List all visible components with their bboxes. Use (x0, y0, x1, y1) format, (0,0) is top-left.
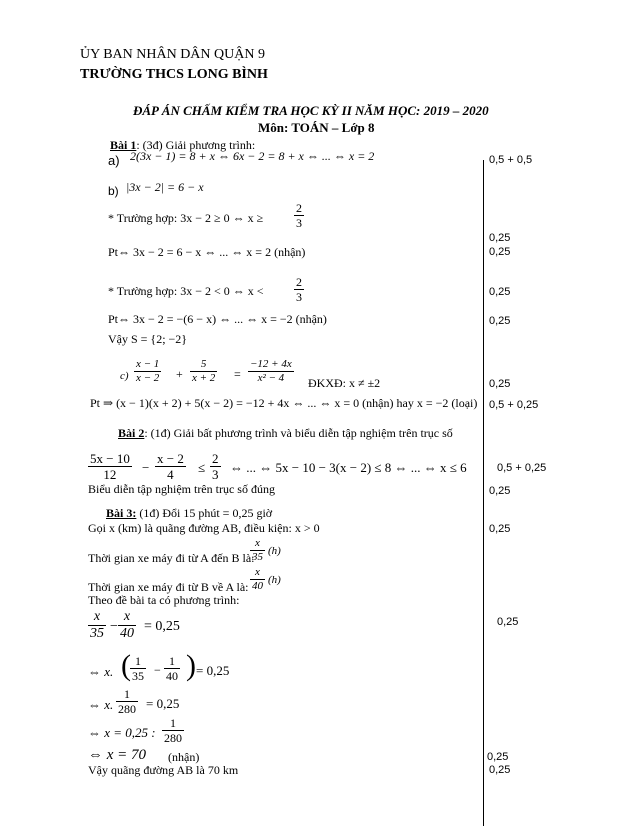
bai1-a-label: a) (108, 153, 120, 168)
score-column-divider (483, 160, 484, 826)
bai1-case2-text: * Trường hợp: 3x − 2 < 0 ⇔ x < (108, 284, 264, 298)
bai3-eq2-minus: − (154, 663, 161, 677)
bai1-case2-pt-score: 0,25 (489, 315, 511, 327)
bai3-eq1-fraction2 (118, 610, 136, 641)
bai1-case1-pt: Pt⇔ 3x − 2 = 6 − x ⇔ ... ⇔ x = 2 (nhận) (108, 245, 306, 259)
bai1-case1-den: 3 (296, 216, 302, 230)
bai2-bieu-dien: Biểu diễn tập nghiệm trên trục số đúng (88, 482, 275, 496)
bai3-conclusion-score: 0,25 (489, 764, 511, 776)
bai3-eq1-fraction1 (88, 610, 106, 641)
bai3-eq1-d2: 40 (120, 626, 134, 641)
bai3-goi-score: 0,25 (489, 523, 511, 535)
bai3-eq2-pre: ⇔ x. (88, 664, 114, 679)
bai3-eq4-n: 1 (162, 717, 184, 731)
bai1-c-f3-num: −12 + 4x (250, 358, 292, 370)
bai3-eq2-fraction1 (130, 655, 146, 682)
bai1-c-fraction2 (190, 359, 217, 384)
bai3-eq1-n2: x (118, 610, 136, 626)
bai1-conclusion: Vậy S = {2; −2} (108, 332, 188, 346)
bai1-case1-pt-score: 0,25 (489, 246, 511, 258)
bai3-eq3-fraction (116, 688, 138, 715)
bai1-case1-score: 0,25 (489, 232, 511, 244)
bai3-eq4-d: 280 (164, 731, 182, 745)
bai1-c-fraction1 (134, 359, 161, 384)
bai3-eq2-open-paren: ( (121, 649, 131, 682)
bai3-eq2-fraction2 (164, 655, 180, 682)
bai3-conclusion: Vậy quãng đường AB là 70 km (88, 763, 239, 777)
bai3-t1-unit: (h) (268, 545, 281, 557)
bai2-f2-num: x − 2 (157, 451, 184, 466)
bai3-eq2-n1: 1 (130, 655, 146, 669)
bai2-minus: − (142, 460, 150, 475)
bai3-intro: (1đ) Đổi 15 phút = 0,25 giờ (136, 506, 273, 520)
bai3-eq2-rhs: = 0,25 (196, 663, 230, 678)
bai1-b-label: b) (108, 184, 119, 198)
bai1-a-score: 0,5 + 0,5 (489, 154, 533, 166)
bai1-c-dkxd-score: 0,25 (489, 378, 511, 390)
bai2-fraction2 (155, 452, 186, 481)
bai1-c-f3-den: x² − 4 (257, 372, 285, 384)
bai2-heading (118, 427, 453, 439)
bai1-case1-text: * Trường hợp: 3x − 2 ≥ 0 ⇔ x ≥ (108, 211, 264, 225)
bai3-eq3-d: 280 (118, 702, 136, 716)
bai1-case2-pt: Pt⇔ 3x − 2 = −(6 − x) ⇔ ... ⇔ x = −2 (nhận) (108, 312, 327, 326)
bai3-eq3-pre: ⇔ x. (88, 697, 114, 712)
bai2-f3-den: 3 (212, 467, 219, 482)
bai1-b-equation: |3x − 2| = 6 − x (126, 180, 204, 194)
bai3-eq5-score: 0,25 (487, 751, 509, 763)
bai3-theo-de: Theo đề bài ta có phương trình: (88, 593, 240, 607)
bai3-t1-fraction (250, 538, 265, 563)
bai3-eq5: ⇔ x = 70 (88, 747, 147, 763)
bai1-case2-den: 3 (296, 290, 302, 304)
bai1-c-fraction3 (248, 359, 294, 384)
bai2-f3-num: 2 (212, 451, 219, 466)
bai2-f2-den: 4 (167, 467, 174, 482)
bai2-intro: : (1đ) Giải bất phương trình và biểu diễn tập nghiệm trên trục số (144, 426, 453, 440)
bai2-f1-den: 12 (103, 467, 117, 482)
bai1-c-plus: + (176, 367, 183, 381)
bai3-eq2-d2: 40 (166, 669, 178, 683)
bai3-t1-text: Thời gian xe máy đi từ A đến B là: (88, 551, 255, 565)
bai1-c-pt: Pt ⇒ (x − 1)(x + 2) + 5(x − 2) = −12 + 4x ⇔ ... ⇔ x = 0 (nhận) hay x = −2 (loại) (90, 396, 478, 410)
bai3-t2-num: x (250, 567, 265, 580)
bai3-eq3-rhs: = 0,25 (146, 696, 180, 711)
bai1-case2-fraction (294, 276, 304, 303)
bai3-eq3-n: 1 (116, 688, 138, 702)
bai3-t1-den: 35 (252, 551, 263, 563)
bai2-bieu-dien-score: 0,25 (489, 485, 511, 497)
bai1-label: Bài 1 (110, 138, 137, 152)
bai2-f1-num: 5x − 10 (90, 451, 130, 466)
bai2-score: 0,5 + 0,25 (497, 462, 547, 474)
bai2-rest: ⇔ ... ⇔ 5x − 10 − 3(x − 2) ≤ 8 ⇔ ... ⇔ x ≤ 6 (230, 460, 467, 475)
bai3-t1-num: x (250, 538, 265, 551)
bai3-eq1-rhs: = 0,25 (144, 619, 180, 634)
bai1-c-pt-score: 0,5 + 0,25 (489, 399, 539, 411)
bai1-intro: : (3đ) Giải phương trình: (136, 138, 256, 152)
bai3-eq1-score: 0,25 (497, 616, 519, 628)
bai3-eq1-d1: 35 (90, 626, 104, 641)
page-title: ĐÁP ÁN CHẤM KIỂM TRA HỌC KỲ II NĂM HỌC: 2019 – 2020 (133, 103, 489, 118)
bai1-c-equals: = (234, 367, 241, 381)
bai3-eq4-pre: ⇔ x = 0,25 : (88, 725, 156, 740)
bai3-eq4-fraction (162, 717, 184, 744)
bai1-case2-score: 0,25 (489, 286, 511, 298)
bai3-label: Bài 3: (106, 506, 137, 520)
committee-name: ỦY BAN NHÂN DÂN QUẬN 9 (80, 47, 265, 62)
bai1-a-equation: 2(3x − 1) = 8 + x ⇔ 6x − 2 = 8 + x ⇔ ... ⇔ x = 2 (130, 149, 375, 163)
bai1-c-f2-num: 5 (190, 359, 217, 372)
bai3-eq1-minus: − (110, 619, 118, 634)
bai3-t2-text: Thời gian xe máy đi từ B về A là: (88, 580, 249, 594)
bai3-goi: Gọi x (km) là quãng đường AB, điều kiện: x > 0 (88, 521, 320, 535)
bai3-eq2-close-paren: ) (186, 649, 196, 682)
bai1-c-dkxd: ĐKXĐ: x ≠ ±2 (308, 376, 381, 390)
bai3-heading (106, 507, 272, 519)
bai3-t2-den: 40 (252, 580, 263, 592)
subject-title: Môn: TOÁN – Lớp 8 (258, 120, 375, 135)
school-name: TRƯỜNG THCS LONG BÌNH (80, 67, 268, 82)
bai1-c-f2-den: x + 2 (192, 372, 216, 384)
bai3-eq2-n2: 1 (164, 655, 180, 669)
bai2-fraction3 (210, 452, 221, 481)
bai3-eq5-note: (nhận) (168, 750, 200, 764)
bai1-case1-fraction (294, 202, 304, 229)
bai1-case2-num: 2 (296, 275, 302, 289)
bai1-case1-num: 2 (296, 201, 302, 215)
bai2-fraction1 (88, 452, 132, 481)
bai1-c-f1-den: x − 2 (136, 372, 160, 384)
bai3-eq1-n1: x (88, 610, 106, 626)
bai2-label: Bài 2 (118, 426, 145, 440)
bai3-eq2-d1: 35 (132, 669, 144, 683)
bai3-t2-unit: (h) (268, 574, 281, 586)
bai2-le: ≤ (198, 460, 206, 475)
bai1-c-f1-num: x − 1 (136, 358, 160, 370)
bai1-c-label: c) (120, 370, 129, 382)
bai3-t2-fraction (250, 567, 265, 592)
